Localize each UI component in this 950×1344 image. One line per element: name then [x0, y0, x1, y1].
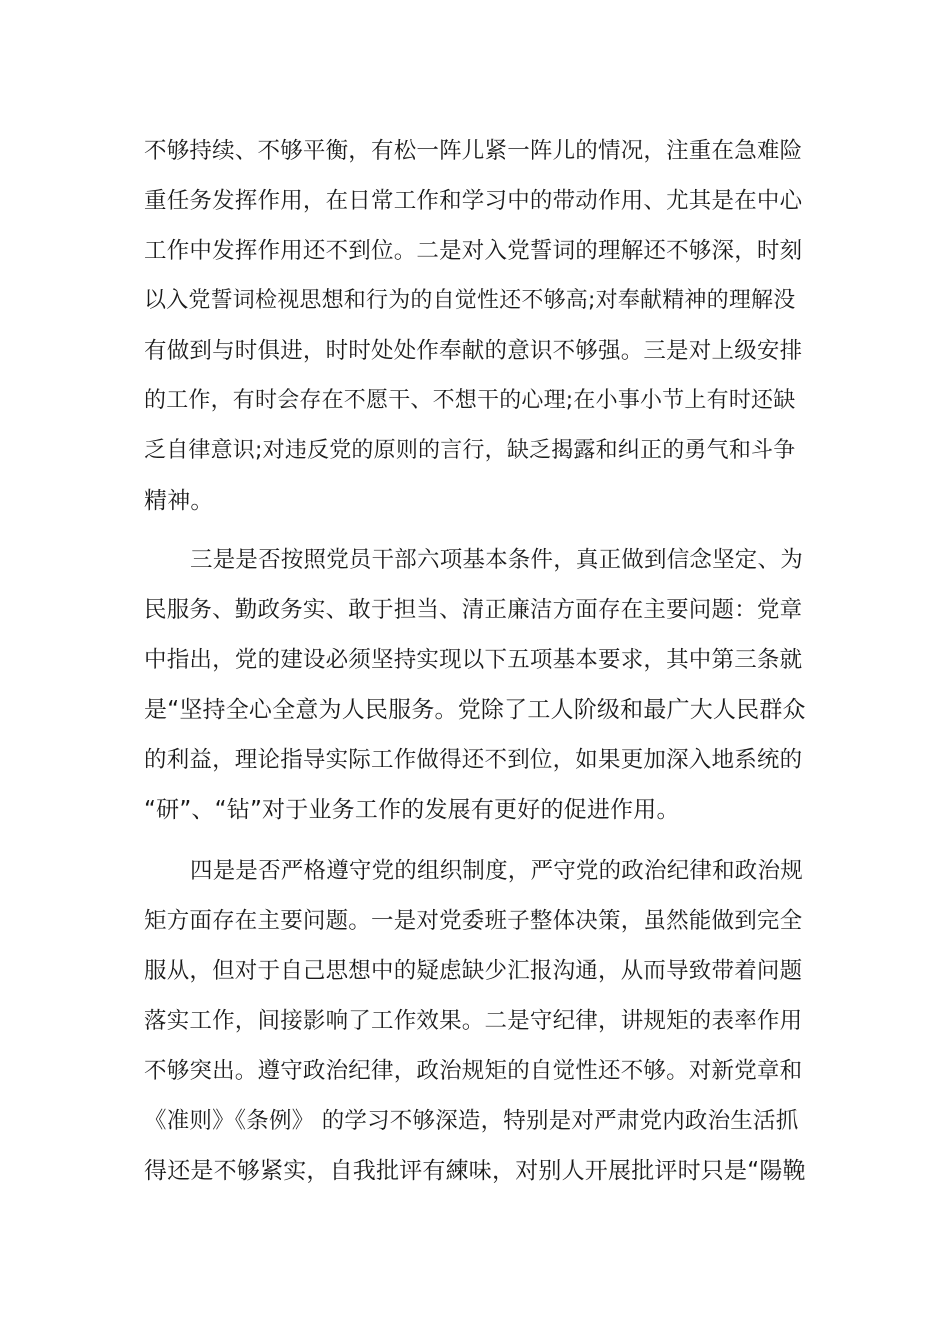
paragraph-2-line-4: 是“坚持全心全意为人民服务。党除了工人阶级和最广大人民群众	[144, 697, 806, 723]
paragraph-1-line-1: 不够持续、不够平衡，有松一阵儿紧一阵儿的情况，注重在急难险	[144, 138, 803, 164]
paragraph-1-line-3: 工作中发挥作用还不到位。二是对入党誓词的理解还不够深，时刻	[144, 238, 803, 264]
paragraph-2-line-6: “研”、“钻”对于业务工作的发展有更好的促进作用。	[144, 797, 680, 823]
paragraph-1-line-6: 的工作，有时会存在不愿干、不想干的心理;在小事小节上有时还缺	[144, 388, 796, 413]
paragraph-2-line-5: 的利益，理论指导实际工作做得还不到位，如果更加深入地系统的	[144, 747, 803, 773]
paragraph-2-line-1: 三是是否按照党员干部六项基本条件，真正做到信念坚定、为	[190, 547, 803, 573]
paragraph-3-line-3: 服从，但对于自己思想中的疑虑缺少汇报沟通，从而导致带着问题	[144, 958, 803, 984]
paragraph-1-line-8: 精神。	[144, 488, 214, 514]
paragraph-3-line-4: 落实工作，间接影响了工作效果。二是守纪律，讲规矩的表率作用	[144, 1008, 803, 1034]
paragraph-3-line-6: 《准则》《条例》 的学习不够深造，特别是对严肃党内政治生活抓	[144, 1108, 799, 1134]
paragraph-3-line-5: 不够突出。遵守政治纪律，政治规矩的自觉性还不够。对新党章和	[144, 1058, 803, 1084]
paragraph-1-line-7: 乏自律意识;对违反党的原则的言行，缺乏揭露和纠正的勇气和斗争	[144, 438, 796, 463]
paragraph-2-line-2: 民服务、勤政务实、敢于担当、清正廉洁方面存在主要问题：党章	[144, 597, 803, 623]
paragraph-1-line-4: 以入党誓词检视思想和行为的自觉性还不够高;对奉献精神的理解没	[144, 288, 796, 313]
paragraph-3-line-7: 得还是不够紧实，自我批评有練味，对别人开展批评时只是“陽鞔	[144, 1158, 806, 1184]
paragraph-1-line-2: 重任务发挥作用，在日常工作和学习中的带动作用、尤其是在中心	[144, 188, 803, 214]
paragraph-1-line-5: 有做到与时俱进，时时处处作奉献的意识不够强。三是对上级安排	[144, 338, 803, 364]
paragraph-2-line-3: 中指出，党的建设必须坚持实现以下五项基本要求，其中第三条就	[144, 647, 803, 673]
paragraph-3-line-2: 矩方面存在主要问题。一是对党委班子整体决策，虽然能做到完全	[144, 908, 803, 934]
paragraph-3-line-1: 四是是否严格遵守党的组织制度，严守党的政治纪律和政治规	[190, 858, 803, 884]
